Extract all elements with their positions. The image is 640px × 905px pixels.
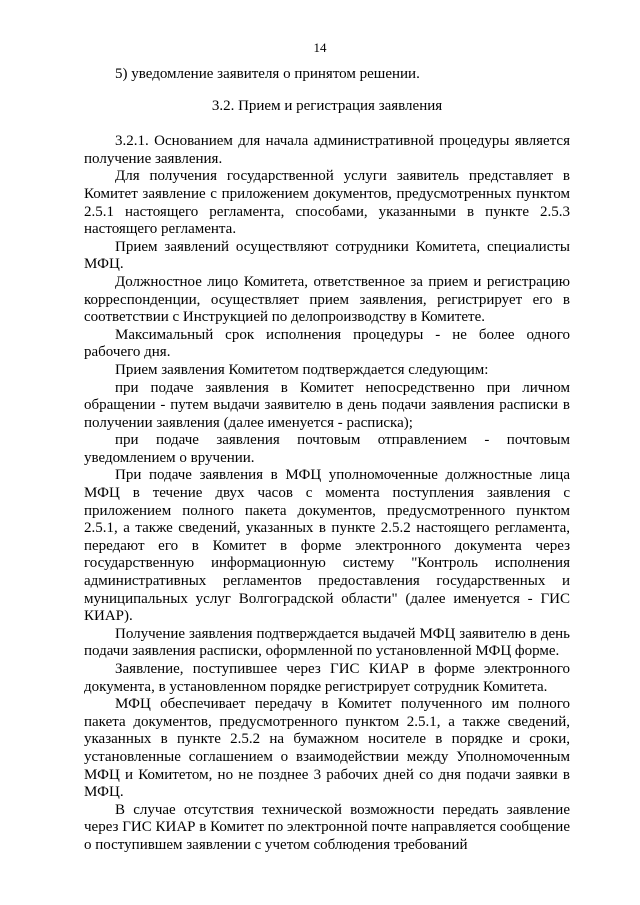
- paragraph: Максимальный срок исполнения процедуры - не более одного рабочего дня.: [84, 326, 570, 361]
- paragraph: Прием заявлений осуществляют сотрудники Комитета, специалисты МФЦ.: [84, 238, 570, 273]
- paragraph: Прием заявления Комитетом подтверждается следующим:: [115, 361, 489, 378]
- page-number: 14: [313, 40, 327, 55]
- paragraph: Заявление, поступившее через ГИС КИАР в форме электронного документа, в установленном порядке регистрирует сотрудник Комитета.: [84, 661, 570, 695]
- paragraph: Получение заявления подтверждается выдачей МФЦ заявителю в день подачи заявления расписки, оформленной по установленной МФЦ форме.: [84, 625, 570, 660]
- paragraph: МФЦ обеспечивает передачу в Комитет полученного им полного пакета документов, предусмотренного пунктом 2.5.1, а также сведений, указанных в пункте 2.5.2 на бумажном носителе в порядке и сроки, установленные соглашением о взаимодействии между Уполномоченным МФЦ и Комитетом, но не позднее 3 рабочих дней со дня подачи заявки в МФЦ.: [84, 696, 570, 801]
- paragraph: при подаче заявления в Комитет непосредственно при личном обращении - путем выдачи заявителю в день подачи заявления расписки в получении заявления (далее именуется - расписка);: [84, 379, 570, 431]
- paragraph: Должностное лицо Комитета, ответственное за прием и регистрацию корреспонденции, осуществляет прием заявления, регистрирует его в соответствии с Инструкцией по делопроизводству в Комитете.: [84, 273, 570, 326]
- document-body: [84, 66, 570, 855]
- paragraph: Для получения государственной услуги заявитель представляет в Комитет заявление с приложением документов, предусмотренных пунктом 2.5.1 настоящего регламента, способами, указанными в пункте 2.5.3 настоящего регламента.: [84, 168, 570, 238]
- paragraph: при подаче заявления почтовым отправлением - почтовым уведомлением о вручении.: [84, 432, 570, 466]
- paragraph: 3.2.1. Основанием для начала административной процедуры является получение заявления.: [84, 133, 570, 167]
- paragraph: При подаче заявления в МФЦ уполномоченные должностные лица МФЦ в течение двух часов с момента поступления заявления с приложением полного пакета документов, предусмотренного пунктом 2.5.1, а также сведений, указанных в пункте 2.5.2 настоящего регламента, передают его в Комитет в форме электронного документа через государственную информационную систему "Контроль исполнения административных регламентов предоставления государственных и муниципальных услуг Волгоградской области" (далее именуется - ГИС КИАР).: [84, 467, 570, 625]
- section-title: 3.2. Прием и регистрация заявления: [211, 97, 443, 114]
- intro-list-item: 5) уведомление заявителя о принятом решении.: [115, 66, 420, 82]
- paragraph: В случае отсутствия технической возможности передать заявление через ГИС КИАР в Комитет по электронной почте направляется сообщение о поступившем заявлении с учетом соблюдения требований: [84, 801, 570, 853]
